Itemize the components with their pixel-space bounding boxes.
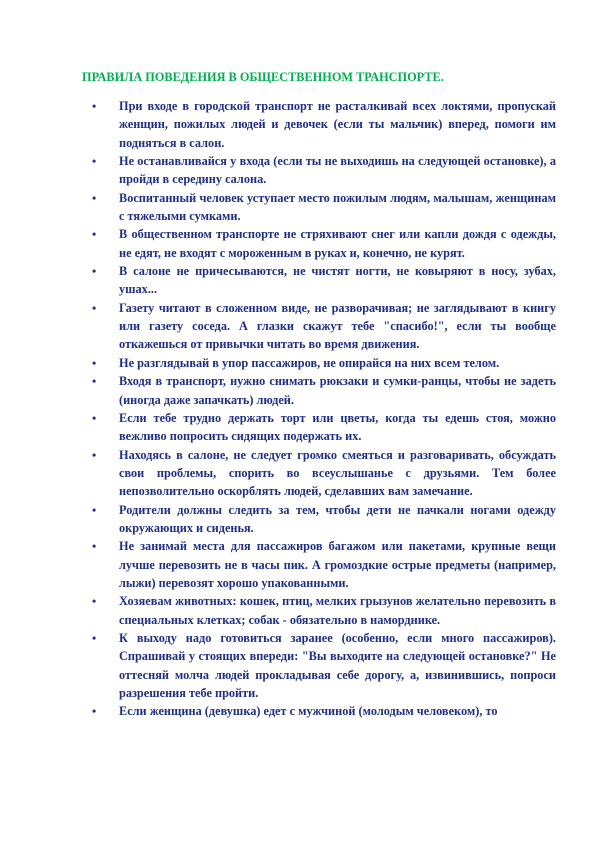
rule-item [82,702,556,720]
rule-text: Находясь в салоне, не следует громко смеяться и разговаривать, обсуждать свои проблемы, спорить во всеуслышанье с друзьями. Тем более непозволительно оскорблять людей, сделавших вам замечание. [119,447,556,499]
rule-item [82,189,556,226]
bullet-icon: • [92,539,97,554]
rule-item [82,409,556,446]
bullet-icon: • [92,99,97,113]
rule-text: Родители должны следить за тем, чтобы дети не пачкали ногами одежду окружающих и сиденья. [119,502,556,535]
rule-text: Не занимай места для пассажиров багажом или пакетами, крупные вещи лучше перевозить не в часы пик. А громоздкие острые предметы (например, лыжи) перевозят хорошо упакованными. [119,539,556,590]
bullet-icon: • [92,300,97,315]
rule-item [82,592,556,629]
bullet-icon: • [92,704,97,719]
rule-item [82,446,556,501]
rule-text: Газету читают в сложенном виде, не разворачивая; не заглядывают в книгу или газету соседа. А глазки скажут тебе "спасибо!", если ты вообще откажешься от привычки читать во время движения. [119,300,556,352]
rules-list [82,97,556,721]
bullet-icon: • [92,374,97,389]
bullet-icon: • [92,190,97,205]
rule-text: Не разглядывай в упор пассажиров, не опирайся на них всем телом. [119,355,500,370]
bullet-icon: • [92,264,97,279]
rule-item [82,225,556,262]
rule-item [82,262,556,299]
rule-text: Если тебе трудно держать торт или цветы, когда ты едешь стоя, можно вежливо попросить сидящих подержать их. [119,410,556,444]
rule-text: Воспитанный человек уступает место пожилым людям, малышам, женщинам с тяжелыми сумками. [119,190,556,224]
rule-text: При входе в городской транспорт не расталкивай всех локтями, пропускай женщин, пожилых людей и девочек (если ты мальчик) вперед, помоги им подняться в салон. [119,99,556,150]
bullet-icon: • [92,410,97,425]
rule-item [82,501,556,538]
rule-text: Хозяевам животных: кошек, птиц, мелких грызунов желательно перевозить в специальных клетках; собак - обязательно в наморднике. [119,594,556,627]
rule-text: В салоне не причесываются, не чистят ногти, не ковыряют в носу, зубах, ушах... [119,264,556,297]
rule-text: Не останавливайся у входа (если ты не выходишь на следующей остановке), а пройди в середину салона. [119,154,556,187]
bullet-icon: • [92,502,97,517]
rule-text: В общественном транспорте не стряхивают снег или капли дождя с одежды, не едят, не входят с мороженным в руках и, конечно, не курят. [119,227,556,260]
bullet-icon: • [92,630,97,645]
rule-text: Если женщина (девушка) едет с мужчиной (молодым человеком), то [119,704,498,719]
rule-item [82,537,556,592]
rule-item [82,299,556,354]
rule-text: К выходу надо готовиться заранее (особенно, если много пассажиров). Спрашивай у стоящих впереди: "Вы выходите на следующей остановке?" Не оттесняй молча людей прокладывая себе дорогу, а, извинившись, попроси разрешения тебе пройти. [119,630,556,700]
bullet-icon: • [92,154,97,169]
rule-item [82,152,556,189]
bullet-icon: • [92,355,97,370]
rule-item [82,97,556,152]
rule-item [82,372,556,409]
bullet-icon: • [92,227,97,242]
bullet-icon: • [92,594,97,609]
rule-item [82,354,556,372]
document-title: ПРАВИЛА ПОВЕДЕНИЯ В ОБЩЕСТВЕННОМ ТРАНСПОРТЕ. [82,70,444,84]
rule-item [82,629,556,702]
rule-text: Входя в транспорт, нужно снимать рюкзаки и сумки-ранцы, чтобы не задеть (иногда даже запачкать) людей. [119,374,556,407]
bullet-icon: • [92,447,97,462]
